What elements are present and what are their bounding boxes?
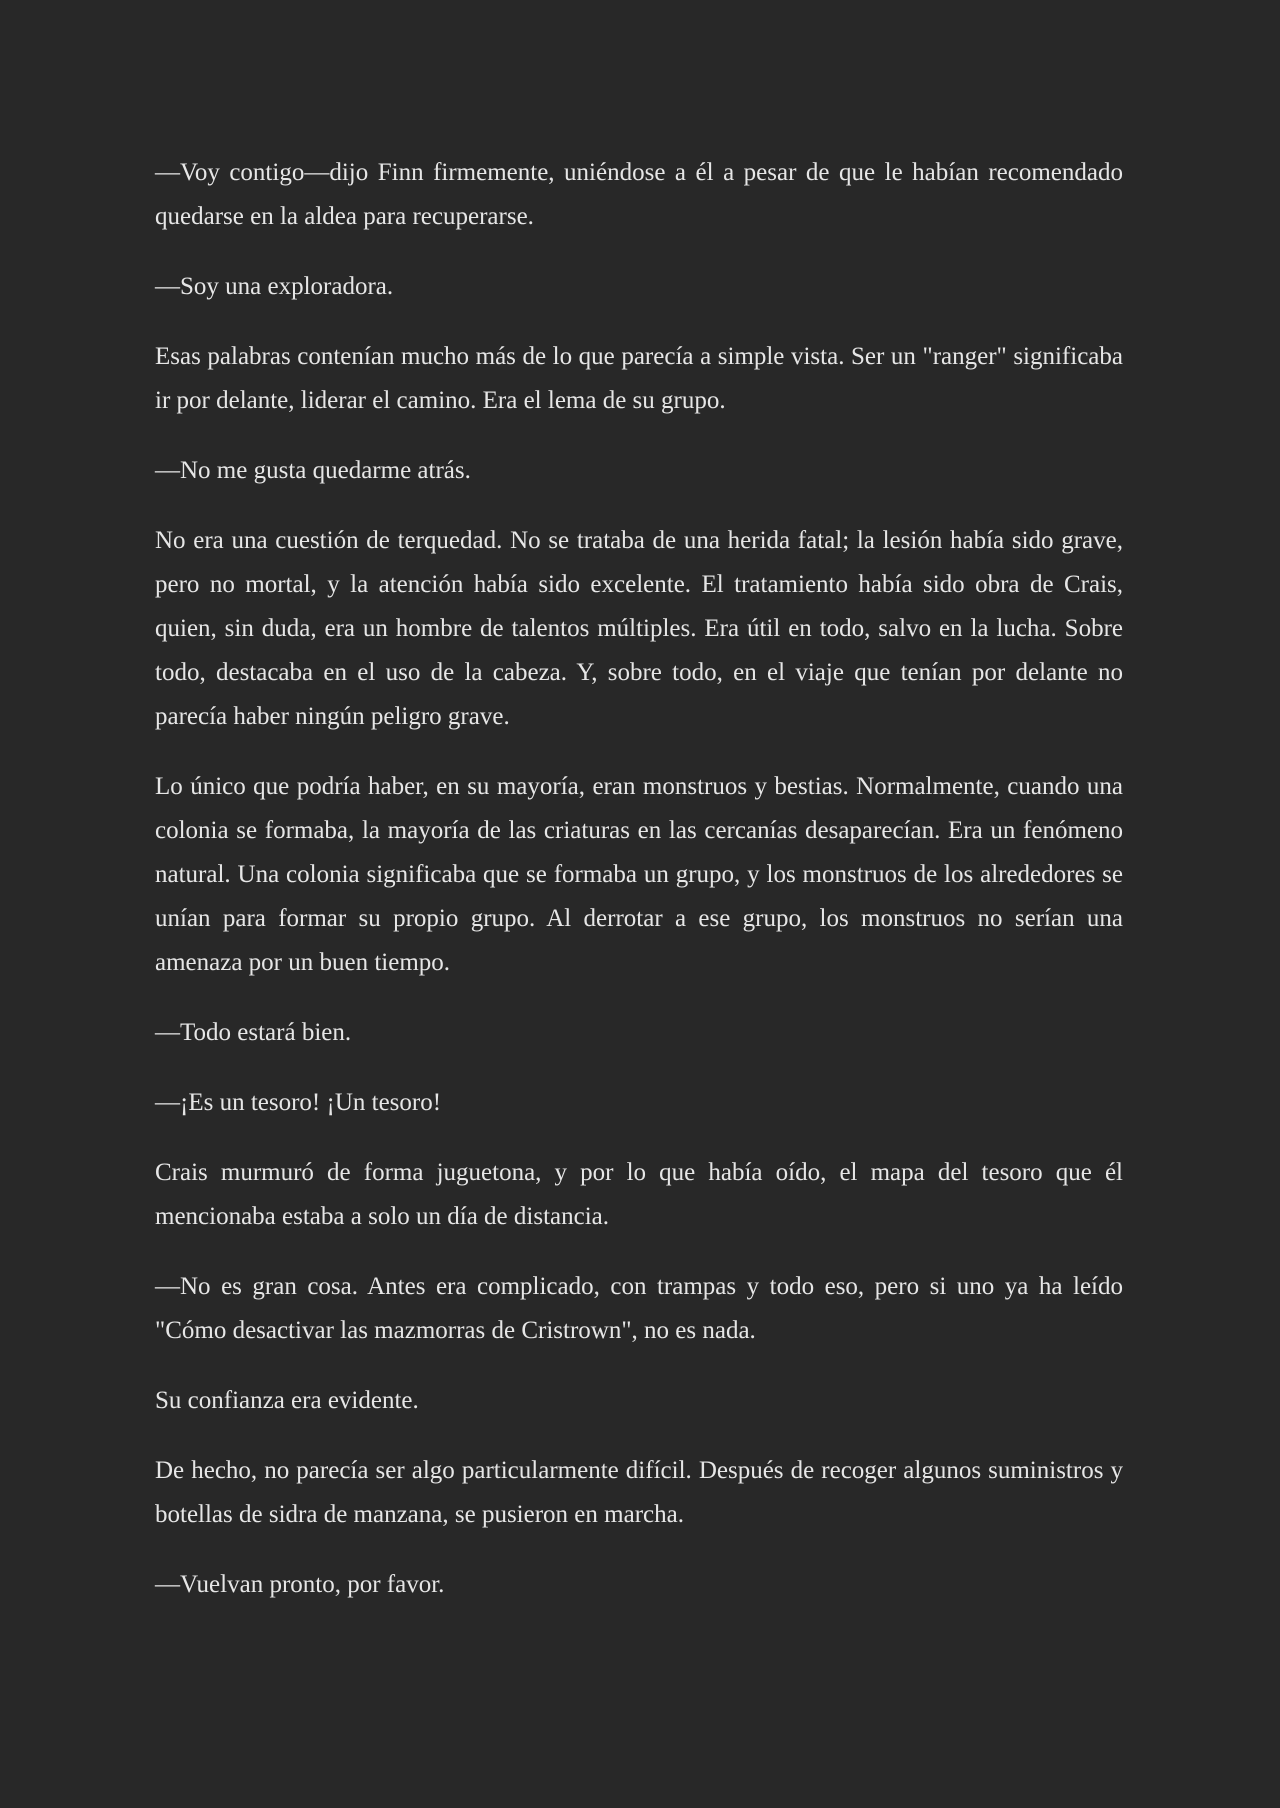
paragraph: Su confianza era evidente. xyxy=(155,1387,419,1414)
paragraph: —¡Es un tesoro! ¡Un tesoro! xyxy=(155,1089,442,1116)
paragraph: De hecho, no parecía ser algo particularmente difícil. Después de recoger algunos suministros y botellas de sidra de manzana, se pusieron en marcha. xyxy=(155,1457,1123,1528)
paragraph: No era una cuestión de terquedad. No se trataba de una herida fatal; la lesión había sido grave, pero no mortal, y la atención había sido excelente. El tratamiento había sido obra de Crais, quien, sin duda, era un hombre de talentos múltiples. Era útil en todo, salvo en la lucha. Sobre todo, destacaba en el uso de la cabeza. Y, sobre todo, en el viaje que tenían por delante no parecía haber ningún peligro grave. xyxy=(155,527,1123,730)
paragraph: —No me gusta quedarme atrás. xyxy=(155,457,471,484)
paragraph: Crais murmuró de forma juguetona, y por lo que había oído, el mapa del tesoro que él mencionaba estaba a solo un día de distancia. xyxy=(155,1159,1123,1230)
paragraph: Lo único que podría haber, en su mayoría, eran monstruos y bestias. Normalmente, cuando una colonia se formaba, la mayoría de las criaturas en las cercanías desaparecían. Era un fenómeno natural. Una colonia significaba que se formaba un grupo, y los monstruos de los alrededores se unían para formar su propio grupo. Al derrotar a ese grupo, los monstruos no serían una amenaza por un buen tiempo. xyxy=(155,773,1123,976)
paragraph: —Voy contigo—dijo Finn firmemente, uniéndose a él a pesar de que le habían recomendado quedarse en la aldea para recuperarse. xyxy=(155,159,1123,230)
paragraph: —Vuelvan pronto, por favor. xyxy=(155,1571,445,1598)
paragraph: —Todo estará bien. xyxy=(155,1019,352,1046)
paragraph: Esas palabras contenían mucho más de lo que parecía a simple vista. Ser un "ranger" significaba ir por delante, liderar el camino. Era el lema de su grupo. xyxy=(155,343,1123,414)
chapter-text xyxy=(155,151,1123,1633)
paragraph: —Soy una exploradora. xyxy=(155,273,394,300)
paragraph: —No es gran cosa. Antes era complicado, con trampas y todo eso, pero si uno ya ha leído "Cómo desactivar las mazmorras de Cristrown", no es nada. xyxy=(155,1273,1123,1344)
